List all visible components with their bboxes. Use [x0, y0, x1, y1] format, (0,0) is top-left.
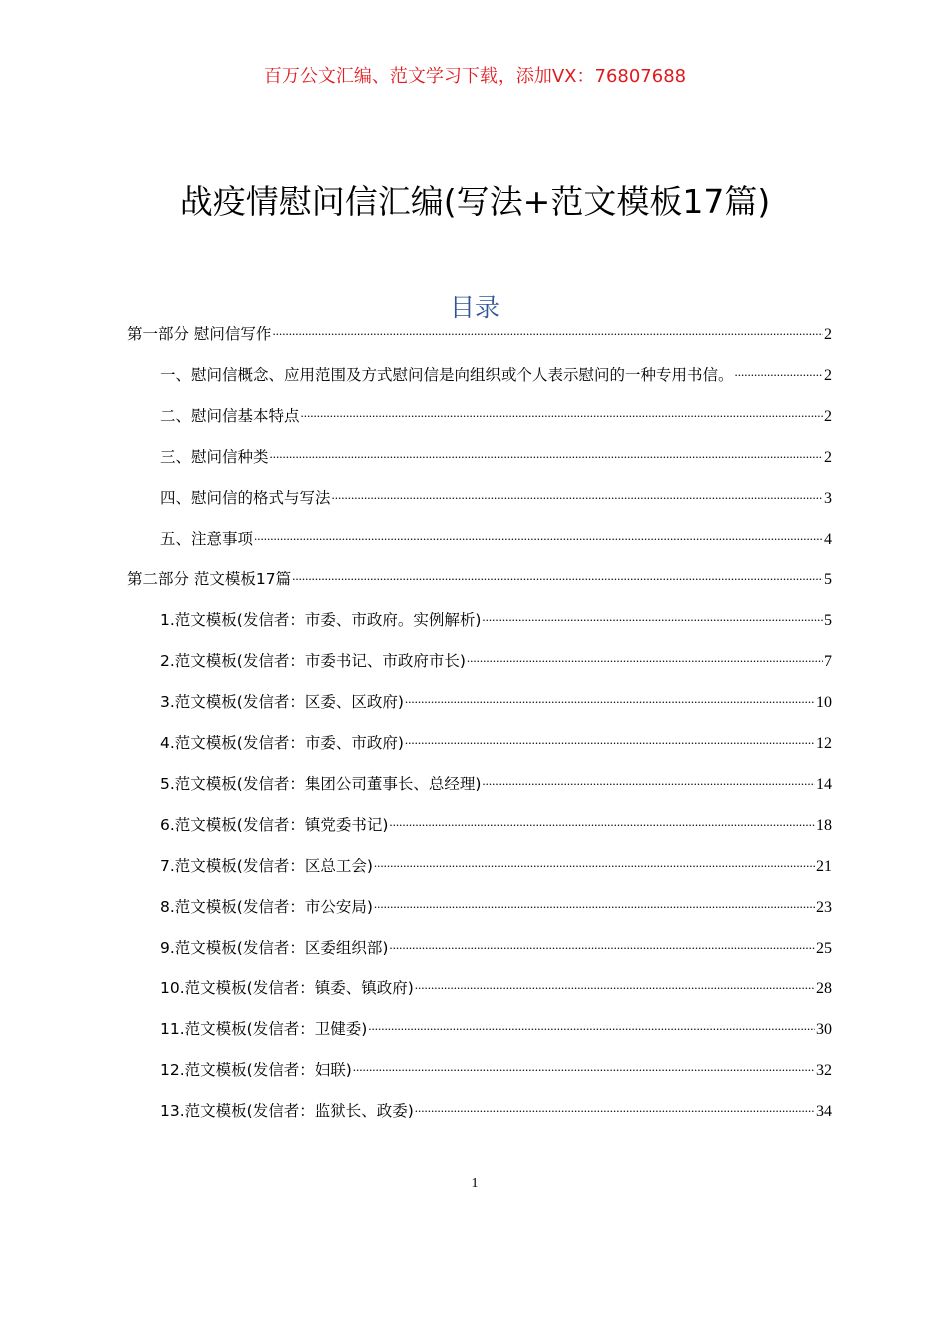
toc-entry-title: 12.范文模板(发信者：妇联)	[160, 1061, 352, 1080]
toc-dot-leader	[272, 323, 823, 339]
toc-entry[interactable]	[160, 854, 832, 878]
toc-dot-leader	[332, 487, 823, 503]
toc-entry[interactable]	[160, 813, 832, 837]
toc-dot-leader	[482, 609, 823, 625]
toc-entry[interactable]	[160, 1099, 832, 1123]
toc-entry-page: 25	[816, 939, 832, 957]
toc-entry-title: 第一部分 慰问信写作	[127, 325, 272, 343]
toc-entry-page: 7	[824, 653, 832, 671]
toc-dot-leader	[292, 568, 823, 584]
toc-dot-leader	[270, 446, 823, 462]
toc-heading: 目录	[449, 293, 500, 322]
toc-entry-title: 三、慰问信种类	[160, 447, 269, 466]
toc-entry-title: 9.范文模板(发信者：区委组织部)	[160, 938, 389, 957]
toc-dot-leader	[353, 1059, 815, 1075]
toc-entry-page: 5	[824, 571, 832, 589]
toc-entry-page: 10	[816, 694, 832, 712]
toc-entry-title: 5.范文模板(发信者：集团公司董事长、总经理)	[160, 774, 482, 793]
toc-entry-title: 1.范文模板(发信者：市委、市政府。实例解析)	[160, 611, 482, 630]
toc-entry[interactable]	[160, 1017, 832, 1041]
toc-entry-title: 2.范文模板(发信者：市委书记、市政府市长)	[160, 652, 466, 671]
toc-entry-title: 10.范文模板(发信者：镇委、镇政府)	[160, 979, 414, 998]
toc-entry-title: 13.范文模板(发信者：监狱长、政委)	[160, 1102, 414, 1121]
page-number: 1	[471, 1176, 479, 1191]
toc-entry[interactable]	[160, 486, 832, 510]
toc-entry-page: 30	[816, 1021, 832, 1039]
toc-dot-leader	[415, 977, 815, 993]
toc-entry-title: 11.范文模板(发信者：卫健委)	[160, 1020, 368, 1039]
toc-dot-leader	[482, 773, 815, 789]
toc-entry[interactable]	[160, 976, 832, 1000]
toc-entry-page: 14	[816, 775, 832, 793]
toc-entry[interactable]	[160, 895, 832, 919]
toc-entry-page: 4	[824, 530, 832, 548]
toc-entry[interactable]	[127, 567, 832, 591]
toc-entry-title: 7.范文模板(发信者：区总工会)	[160, 856, 373, 875]
toc-entry[interactable]	[127, 322, 832, 346]
toc-entry-page: 2	[824, 448, 832, 466]
toc-entry-page: 23	[816, 898, 832, 916]
toc-entry-page: 12	[816, 735, 832, 752]
toc-entry-title: 8.范文模板(发信者：市公安局)	[160, 897, 373, 916]
toc-entry-title: 第二部分 范文模板17篇	[127, 570, 292, 589]
toc-entry[interactable]	[160, 731, 832, 755]
toc-entry-page: 34	[816, 1103, 832, 1121]
toc-entry[interactable]	[160, 445, 832, 469]
toc-entry-page: 2	[824, 326, 832, 343]
toc-dot-leader	[254, 528, 823, 544]
toc-dot-leader	[415, 1100, 815, 1116]
toc-entry-title: 一、慰问信概念、应用范围及方式慰问信是向组织或个人表示慰问的一种专用书信。	[160, 365, 734, 384]
toc-entry-page: 32	[816, 1062, 832, 1080]
toc-entry-title: 五、注意事项	[160, 529, 254, 548]
toc-entry[interactable]	[160, 772, 832, 796]
toc-entry[interactable]	[160, 936, 832, 960]
toc-entry-page: 5	[824, 612, 832, 630]
watermark-header: 百万公文汇编、范文学习下载，添加VX：76807688	[263, 66, 687, 87]
toc-entry[interactable]	[160, 527, 832, 551]
toc-entry-page: 2	[824, 366, 832, 384]
toc-entry-page: 28	[816, 980, 832, 998]
toc-dot-leader	[374, 896, 815, 912]
toc-entry[interactable]	[160, 1058, 832, 1082]
toc-dot-leader	[301, 405, 823, 421]
toc-dot-leader	[389, 937, 815, 953]
toc-dot-leader	[735, 364, 823, 380]
toc-dot-leader	[467, 650, 823, 666]
toc-entry-page: 3	[824, 489, 832, 507]
toc-entry-title: 二、慰问信基本特点	[160, 406, 300, 425]
toc-dot-leader	[374, 855, 815, 871]
toc-entry-title: 四、慰问信的格式与写法	[160, 488, 331, 507]
toc-dot-leader	[389, 814, 815, 830]
toc-entry-title: 3.范文模板(发信者：区委、区政府)	[160, 693, 404, 712]
toc-entry-page: 21	[816, 857, 832, 875]
toc-entry[interactable]	[160, 690, 832, 714]
toc-entry[interactable]	[160, 363, 832, 387]
toc-dot-leader	[405, 732, 815, 748]
toc-dot-leader	[368, 1018, 815, 1034]
toc-dot-leader	[405, 691, 815, 707]
toc-entry[interactable]	[160, 608, 832, 632]
toc-entry[interactable]	[160, 649, 832, 673]
toc-entry-page: 2	[824, 407, 832, 425]
toc-entry-title: 4.范文模板(发信者：市委、市政府)	[160, 734, 404, 752]
toc-entry[interactable]	[160, 404, 832, 428]
document-title: 战疫情慰问信汇编(写法+范文模板17篇)	[179, 182, 771, 221]
toc-entry-title: 6.范文模板(发信者：镇党委书记)	[160, 815, 389, 834]
toc-entry-page: 18	[816, 816, 832, 834]
